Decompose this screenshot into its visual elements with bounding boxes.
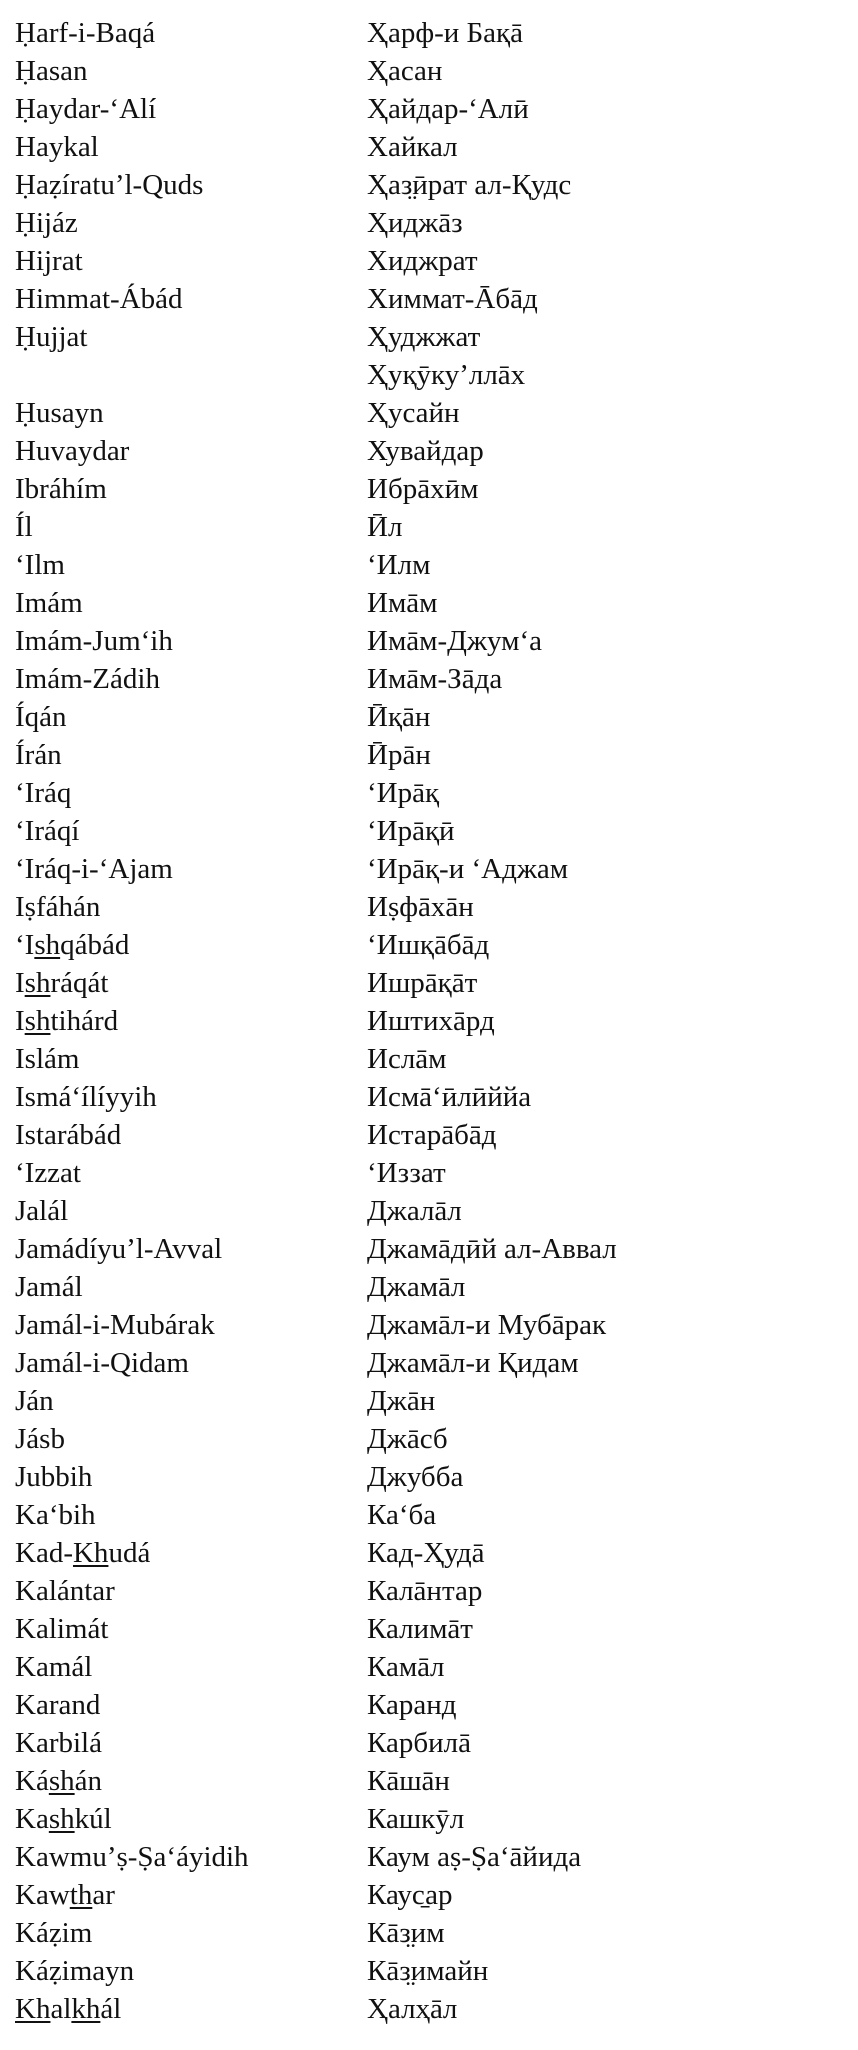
latin-transliteration: Kawthar: [15, 1879, 115, 1911]
latin-transliteration: Jásb: [15, 1423, 65, 1455]
cyrillic-transliteration: Джалāл: [367, 1195, 462, 1227]
latin-transliteration: ‘Ishqábád: [15, 929, 130, 961]
cyrillic-transliteration: Ҳасан: [367, 55, 443, 87]
table-row: [15, 926, 845, 964]
table-row: [15, 204, 845, 242]
cyrillic-transliteration: Ҳайдар-‘Алӣ: [367, 93, 529, 125]
table-row: [15, 1002, 845, 1040]
cyrillic-transliteration: Имāм-Джум‘а: [367, 625, 542, 657]
table-row: [15, 1420, 845, 1458]
latin-transliteration: Kawmu’ṣ-Ṣa‘áyidih: [15, 1841, 249, 1873]
table-row: [15, 1344, 845, 1382]
table-row: [15, 128, 845, 166]
cyrillic-transliteration: Ҳалҳāл: [367, 1993, 458, 2025]
table-row: [15, 1762, 845, 1800]
table-row: [15, 1838, 845, 1876]
cyrillic-transliteration: Джāсб: [367, 1423, 448, 1455]
cyrillic-transliteration: Ибрāхӣм: [367, 473, 479, 505]
latin-transliteration: Ḥaydar-‘Alí: [15, 93, 157, 125]
cyrillic-transliteration: Химмат-Āбāд: [367, 283, 538, 315]
latin-transliteration: Karand: [15, 1689, 101, 1721]
table-row: [15, 546, 845, 584]
cyrillic-transliteration: Кāз̤имайн: [367, 1955, 489, 1987]
latin-transliteration: Jamál: [15, 1271, 83, 1303]
latin-transliteration: Haykal: [15, 131, 99, 163]
cyrillic-transliteration: ‘Ирāқ: [367, 777, 440, 809]
latin-transliteration: Ismá‘ílíyyih: [15, 1081, 157, 1113]
latin-transliteration: Istarábád: [15, 1119, 122, 1151]
cyrillic-transliteration: Камāл: [367, 1651, 445, 1683]
cyrillic-transliteration: Ҳуқӯку’ллāх: [367, 359, 526, 391]
table-row: [15, 1990, 845, 2028]
cyrillic-transliteration: Иṣфāхāн: [367, 891, 474, 923]
cyrillic-transliteration: Имāм: [367, 587, 438, 619]
latin-transliteration: ‘Iráq: [15, 777, 72, 809]
cyrillic-transliteration: Кашкӯл: [367, 1803, 465, 1835]
cyrillic-transliteration: Хайкал: [367, 131, 458, 163]
cyrillic-transliteration: Карбилā: [367, 1727, 471, 1759]
table-row: [15, 736, 845, 774]
cyrillic-transliteration: Хиджрат: [367, 245, 478, 277]
latin-transliteration: Karbilá: [15, 1727, 102, 1759]
cyrillic-transliteration: Ишрāқāт: [367, 967, 478, 999]
latin-transliteration: Íqán: [15, 701, 67, 733]
table-row: [15, 242, 845, 280]
cyrillic-transliteration: Каус̱ар: [367, 1879, 453, 1911]
latin-transliteration: Himmat-Ábád: [15, 283, 183, 315]
latin-transliteration: ‘Izzat: [15, 1157, 81, 1189]
latin-transliteration: Huvaydar: [15, 435, 130, 467]
table-row: [15, 964, 845, 1002]
cyrillic-transliteration: Джубба: [367, 1461, 464, 1493]
latin-transliteration: Írán: [15, 739, 62, 771]
latin-transliteration: Ḥijáz: [15, 207, 78, 239]
table-row: [15, 1496, 845, 1534]
cyrillic-transliteration: Имāм-Зāда: [367, 663, 503, 695]
table-row: [15, 1116, 845, 1154]
table-row: [15, 1534, 845, 1572]
table-row: [15, 1230, 845, 1268]
latin-transliteration: Ḥusayn: [15, 397, 104, 429]
cyrillic-transliteration: Каранд: [367, 1689, 457, 1721]
table-row: [15, 1192, 845, 1230]
latin-transliteration: Hijrat: [15, 245, 83, 277]
cyrillic-transliteration: ‘Ирāқӣ: [367, 815, 455, 847]
table-row: [15, 622, 845, 660]
table-row: [15, 1078, 845, 1116]
latin-transliteration: Islám: [15, 1043, 80, 1075]
latin-transliteration: Jalál: [15, 1195, 69, 1227]
table-row: [15, 318, 845, 356]
cyrillic-transliteration: ‘Иззат: [367, 1157, 446, 1189]
cyrillic-transliteration: Калимāт: [367, 1613, 473, 1645]
table-row: [15, 1800, 845, 1838]
latin-transliteration: Kalimát: [15, 1613, 109, 1645]
cyrillic-transliteration: Ҳарф-и Бақā: [367, 17, 524, 49]
latin-transliteration: Ján: [15, 1385, 54, 1417]
table-row: [15, 888, 845, 926]
cyrillic-transliteration: Кāшāн: [367, 1765, 450, 1797]
latin-transliteration: Jamál-i-Qidam: [15, 1347, 189, 1379]
cyrillic-transliteration: Иштихāрд: [367, 1005, 495, 1037]
table-row: [15, 1382, 845, 1420]
cyrillic-transliteration: Ҳиджāз: [367, 207, 463, 239]
latin-transliteration: Kamál: [15, 1651, 93, 1683]
cyrillic-transliteration: ‘Ирāқ-и ‘Аджам: [367, 853, 569, 885]
table-row: [15, 1648, 845, 1686]
cyrillic-transliteration: ‘Илм: [367, 549, 431, 581]
latin-transliteration: Káshán: [15, 1765, 102, 1797]
cyrillic-transliteration: Ислāм: [367, 1043, 447, 1075]
cyrillic-transliteration: Истарāбāд: [367, 1119, 497, 1151]
latin-transliteration: Ishráqát: [15, 967, 109, 999]
cyrillic-transliteration: Кад-Ҳудā: [367, 1537, 485, 1569]
table-row: [15, 432, 845, 470]
cyrillic-transliteration: Джāн: [367, 1385, 436, 1417]
table-row: [15, 774, 845, 812]
table-row: [15, 660, 845, 698]
latin-transliteration: ‘Iráqí: [15, 815, 80, 847]
latin-transliteration: ‘Ilm: [15, 549, 65, 581]
latin-transliteration: Íl: [15, 511, 33, 543]
latin-transliteration: Ḥaẓíratu’l-Quds: [15, 169, 204, 201]
table-row: [15, 812, 845, 850]
cyrillic-transliteration: Джамāл: [367, 1271, 466, 1303]
latin-transliteration: Ibráhím: [15, 473, 107, 505]
latin-transliteration: Khalkhál: [15, 1993, 122, 2025]
cyrillic-transliteration: Ӣрāн: [367, 739, 431, 771]
table-row: [15, 1724, 845, 1762]
cyrillic-transliteration: Кāз̤им: [367, 1917, 445, 1949]
latin-transliteration: Imám-Jum‘ih: [15, 625, 173, 657]
latin-transliteration: ‘Iráq-i-‘Ajam: [15, 853, 173, 885]
table-row: [15, 850, 845, 888]
latin-transliteration: Ḥujjat: [15, 321, 88, 353]
cyrillic-transliteration: Джамāдӣй ал-Аввал: [367, 1233, 617, 1265]
table-row: [15, 698, 845, 736]
latin-transliteration: Ishtihárd: [15, 1005, 119, 1037]
table-row: [15, 508, 845, 546]
latin-transliteration: Kashkúl: [15, 1803, 112, 1835]
latin-transliteration: Imám-Zádih: [15, 663, 160, 695]
latin-transliteration: Iṣfáhán: [15, 891, 101, 923]
table-row: [15, 1952, 845, 1990]
table-row: [15, 52, 845, 90]
cyrillic-transliteration: Ҳуджжат: [367, 321, 481, 353]
cyrillic-transliteration: Ҳаз̤ӣрат ал-Қудс: [367, 169, 572, 201]
cyrillic-transliteration: Ка‘ба: [367, 1499, 437, 1531]
table-row: [15, 1914, 845, 1952]
cyrillic-transliteration: Джамāл-и Мубāрак: [367, 1309, 607, 1341]
table-row: [15, 356, 845, 394]
table-row: [15, 166, 845, 204]
cyrillic-transliteration: Калāнтар: [367, 1575, 483, 1607]
table-row: [15, 394, 845, 432]
latin-transliteration: Káẓim: [15, 1917, 93, 1949]
latin-transliteration: [15, 356, 367, 394]
latin-transliteration: Jamádíyu’l-Avval: [15, 1233, 223, 1265]
latin-transliteration: Ḥasan: [15, 55, 88, 87]
latin-transliteration: Jubbih: [15, 1461, 93, 1493]
table-row: [15, 280, 845, 318]
table-row: [15, 14, 845, 52]
latin-transliteration: Ka‘bih: [15, 1499, 96, 1531]
table-row: [15, 470, 845, 508]
table-row: [15, 1154, 845, 1192]
table-row: [15, 1268, 845, 1306]
cyrillic-transliteration: Ӣл: [367, 511, 403, 543]
table-row: [15, 1876, 845, 1914]
latin-transliteration: Imám: [15, 587, 83, 619]
cyrillic-transliteration: Исмā‘ӣлӣййа: [367, 1081, 532, 1113]
transliteration-table: [15, 14, 845, 2028]
cyrillic-transliteration: Ӣқāн: [367, 701, 431, 733]
latin-transliteration: Jamál-i-Mubárak: [15, 1309, 215, 1341]
table-row: [15, 1458, 845, 1496]
cyrillic-transliteration: Ҳусайн: [367, 397, 460, 429]
table-row: [15, 1610, 845, 1648]
table-row: [15, 584, 845, 622]
table-row: [15, 90, 845, 128]
latin-transliteration: Káẓimayn: [15, 1955, 135, 1987]
cyrillic-transliteration: Каум аṣ-Ṣа‘āйида: [367, 1841, 582, 1873]
latin-transliteration: Ḥarf-i-Baqá: [15, 17, 156, 49]
cyrillic-transliteration: ‘Ишқāбāд: [367, 929, 490, 961]
table-row: [15, 1572, 845, 1610]
cyrillic-transliteration: Хувайдар: [367, 435, 484, 467]
cyrillic-transliteration: Джамāл-и Қидам: [367, 1347, 579, 1379]
table-row: [15, 1306, 845, 1344]
table-row: [15, 1686, 845, 1724]
latin-transliteration: Kad-Khudá: [15, 1537, 151, 1569]
table-row: [15, 1040, 845, 1078]
latin-transliteration: Kalántar: [15, 1575, 115, 1607]
